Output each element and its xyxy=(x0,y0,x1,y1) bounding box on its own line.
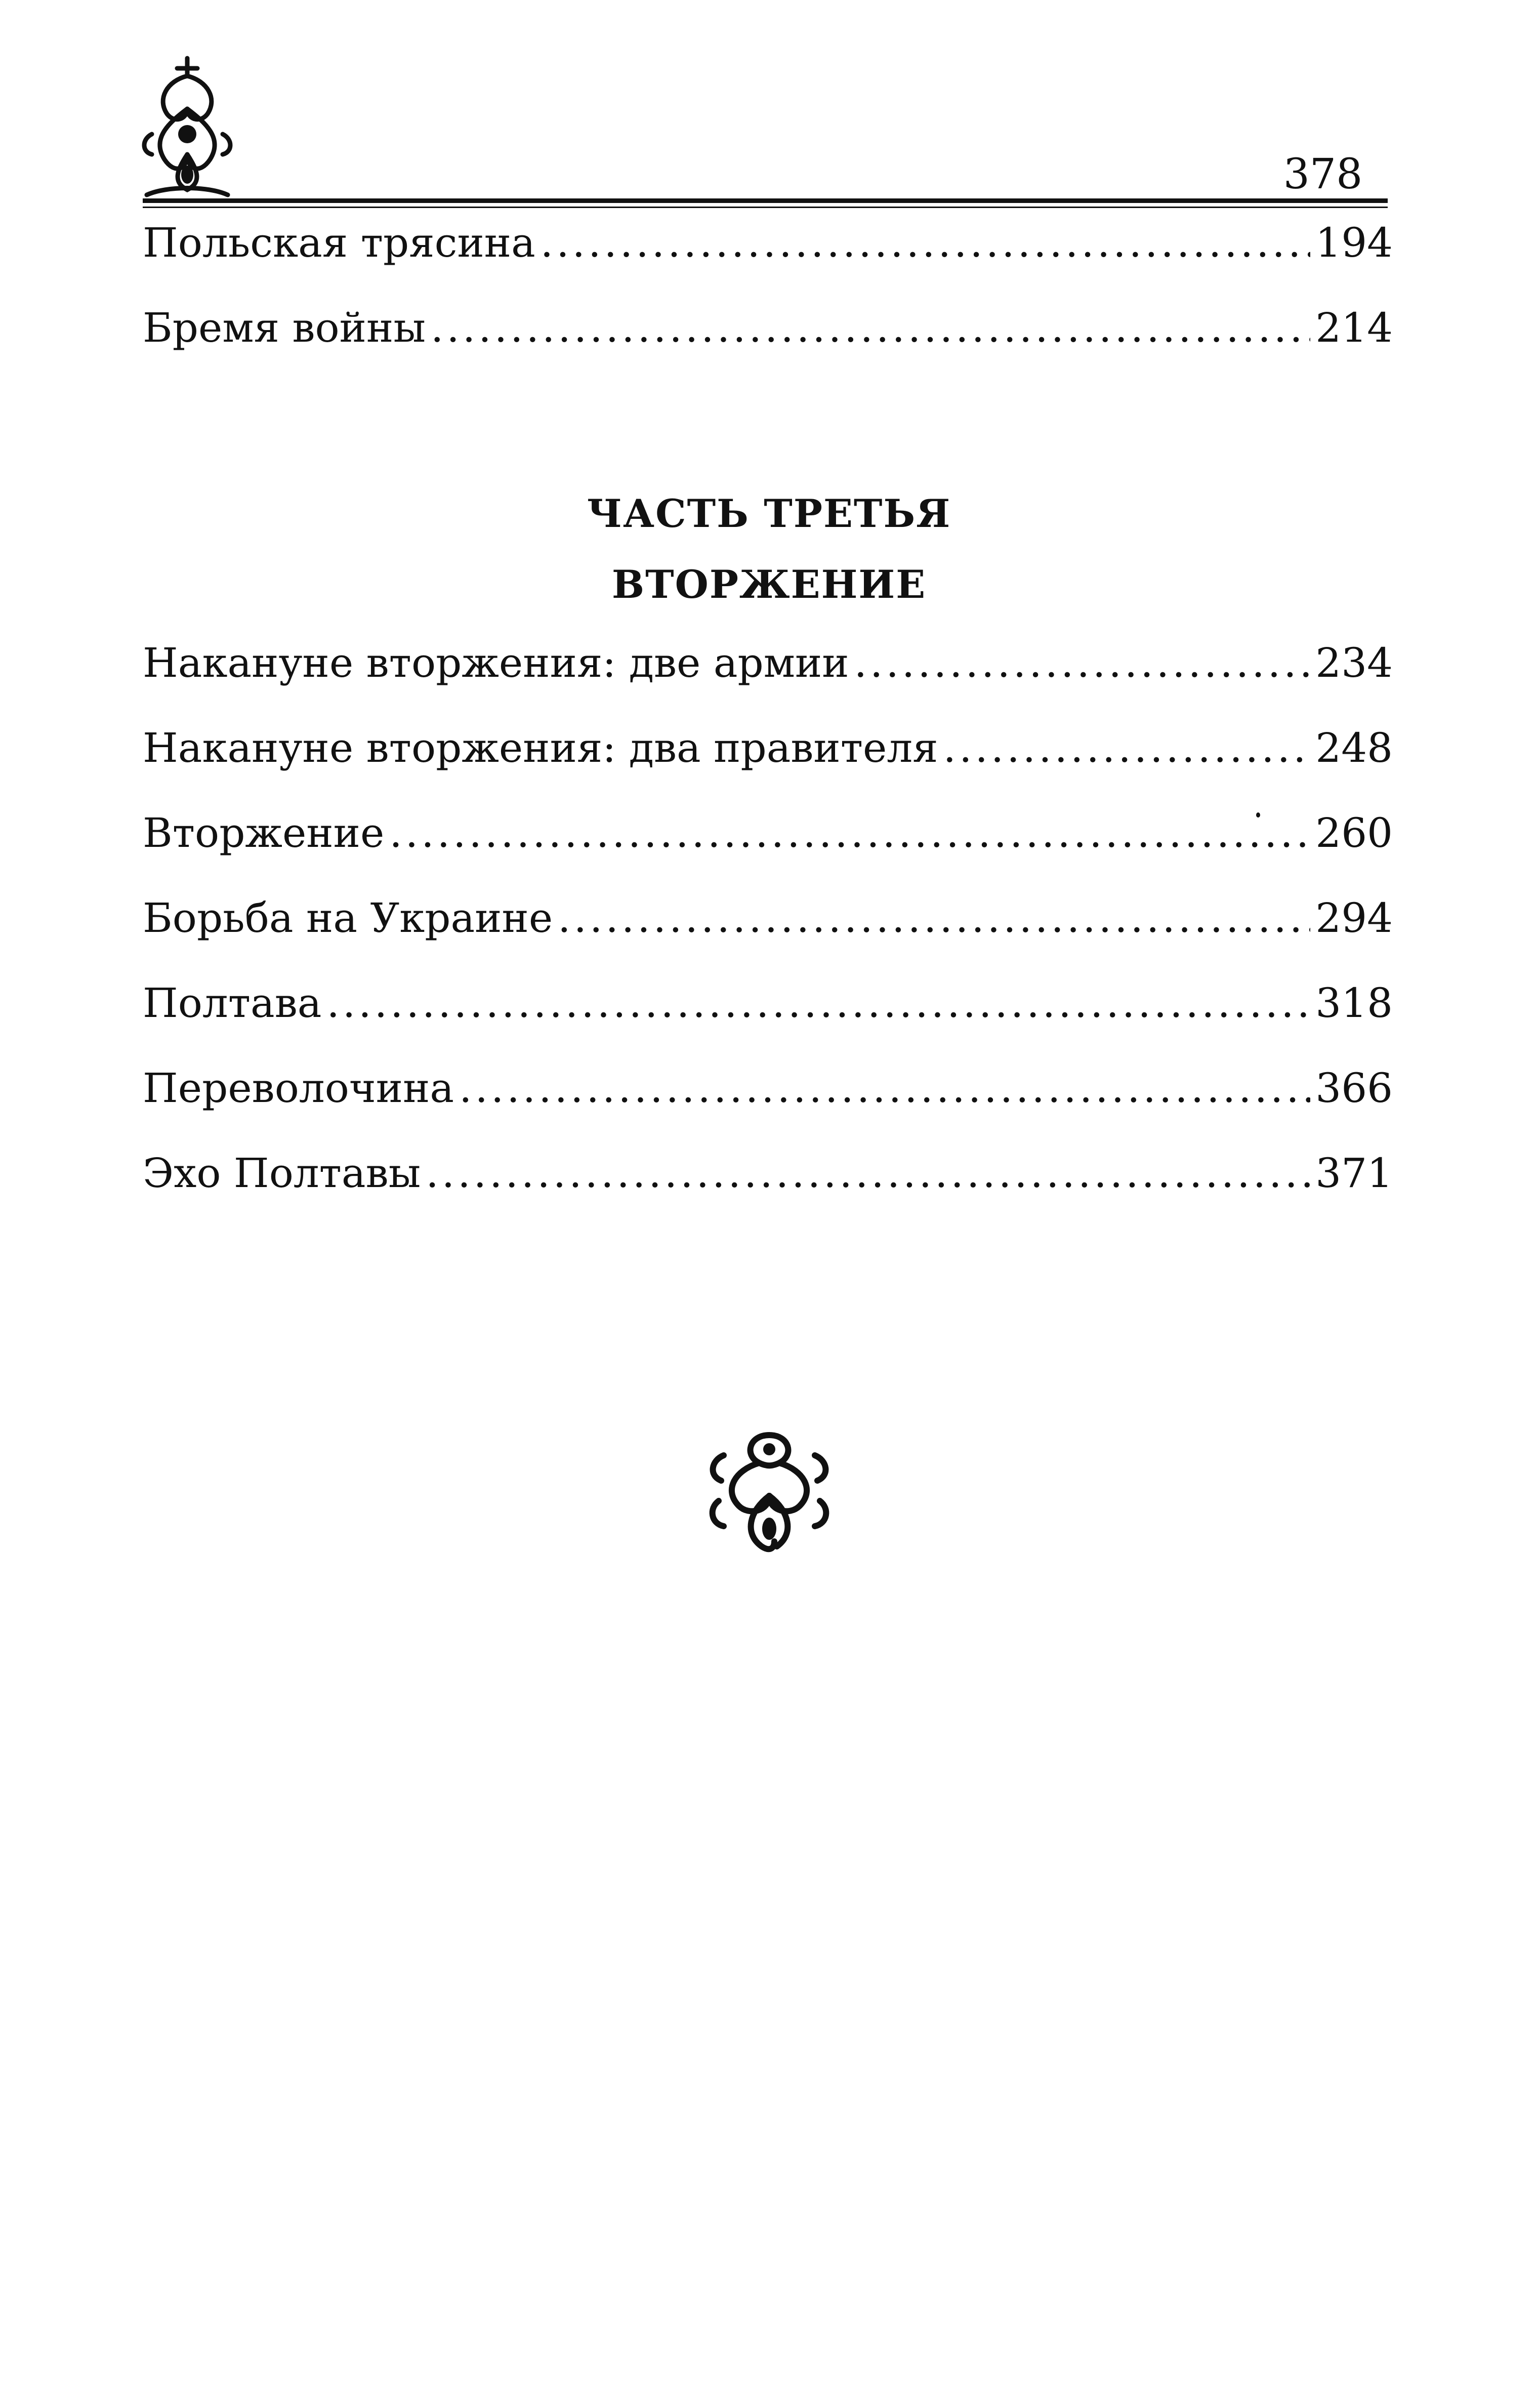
toc-entry[interactable] xyxy=(143,1063,1393,1148)
toc-entry-title: Бремя войны xyxy=(143,304,426,351)
toc-entry-page: 294 xyxy=(1315,894,1393,942)
toc-top-list xyxy=(143,218,1393,388)
toc-leader-dots xyxy=(558,893,1310,944)
header-rule-thick xyxy=(143,198,1388,203)
toc-entry-page: 248 xyxy=(1315,724,1393,771)
toc-entry-title: Переволочина xyxy=(143,1065,454,1112)
toc-leader-dots xyxy=(431,303,1310,353)
footer-ornament-icon xyxy=(703,1425,835,1557)
toc-entry-title: Накануне вторжения: две армии xyxy=(143,639,849,686)
toc-leader-dots xyxy=(389,808,1310,859)
toc-entry-title: Вторжение xyxy=(143,809,385,856)
toc-entry[interactable] xyxy=(143,723,1393,808)
toc-entry[interactable] xyxy=(143,1148,1393,1233)
print-speck xyxy=(1256,812,1260,818)
toc-leader-dots xyxy=(541,218,1311,268)
toc-entry-page: 260 xyxy=(1315,809,1393,856)
page-number: 378 xyxy=(1265,152,1381,197)
toc-entry-page: 214 xyxy=(1315,304,1393,351)
header-ornament-icon xyxy=(137,53,238,200)
toc-entry-page: 234 xyxy=(1315,639,1393,686)
toc-entry-title: Полтава xyxy=(143,979,322,1027)
toc-entry[interactable] xyxy=(143,638,1393,723)
toc-entry[interactable] xyxy=(143,303,1393,388)
toc-leader-dots xyxy=(326,978,1310,1029)
toc-leader-dots xyxy=(459,1063,1310,1114)
toc-entry-title: Эхо Полтавы xyxy=(143,1150,421,1197)
toc-entry[interactable] xyxy=(143,893,1393,978)
toc-part-list xyxy=(143,638,1393,1233)
header-rule-thin xyxy=(143,207,1388,208)
toc-entry[interactable] xyxy=(143,808,1393,893)
toc-entry[interactable] xyxy=(143,218,1393,303)
toc-entry-title: Накануне вторжения: два правителя xyxy=(143,724,938,771)
toc-leader-dots xyxy=(854,638,1311,688)
part-label: ЧАСТЬ ТРЕТЬЯ xyxy=(587,491,951,536)
toc-entry-page: 371 xyxy=(1315,1150,1393,1197)
toc-leader-dots xyxy=(943,723,1311,773)
toc-entry-page: 194 xyxy=(1315,219,1393,266)
toc-entry-title: Борьба на Украине xyxy=(143,894,553,942)
toc-leader-dots xyxy=(426,1148,1310,1199)
part-title: ВТОРЖЕНИЕ xyxy=(611,562,927,607)
toc-entry[interactable] xyxy=(143,978,1393,1063)
toc-entry-page: 366 xyxy=(1315,1065,1393,1112)
toc-entry-title: Польская трясина xyxy=(143,219,535,266)
toc-entry-page: 318 xyxy=(1315,979,1393,1027)
